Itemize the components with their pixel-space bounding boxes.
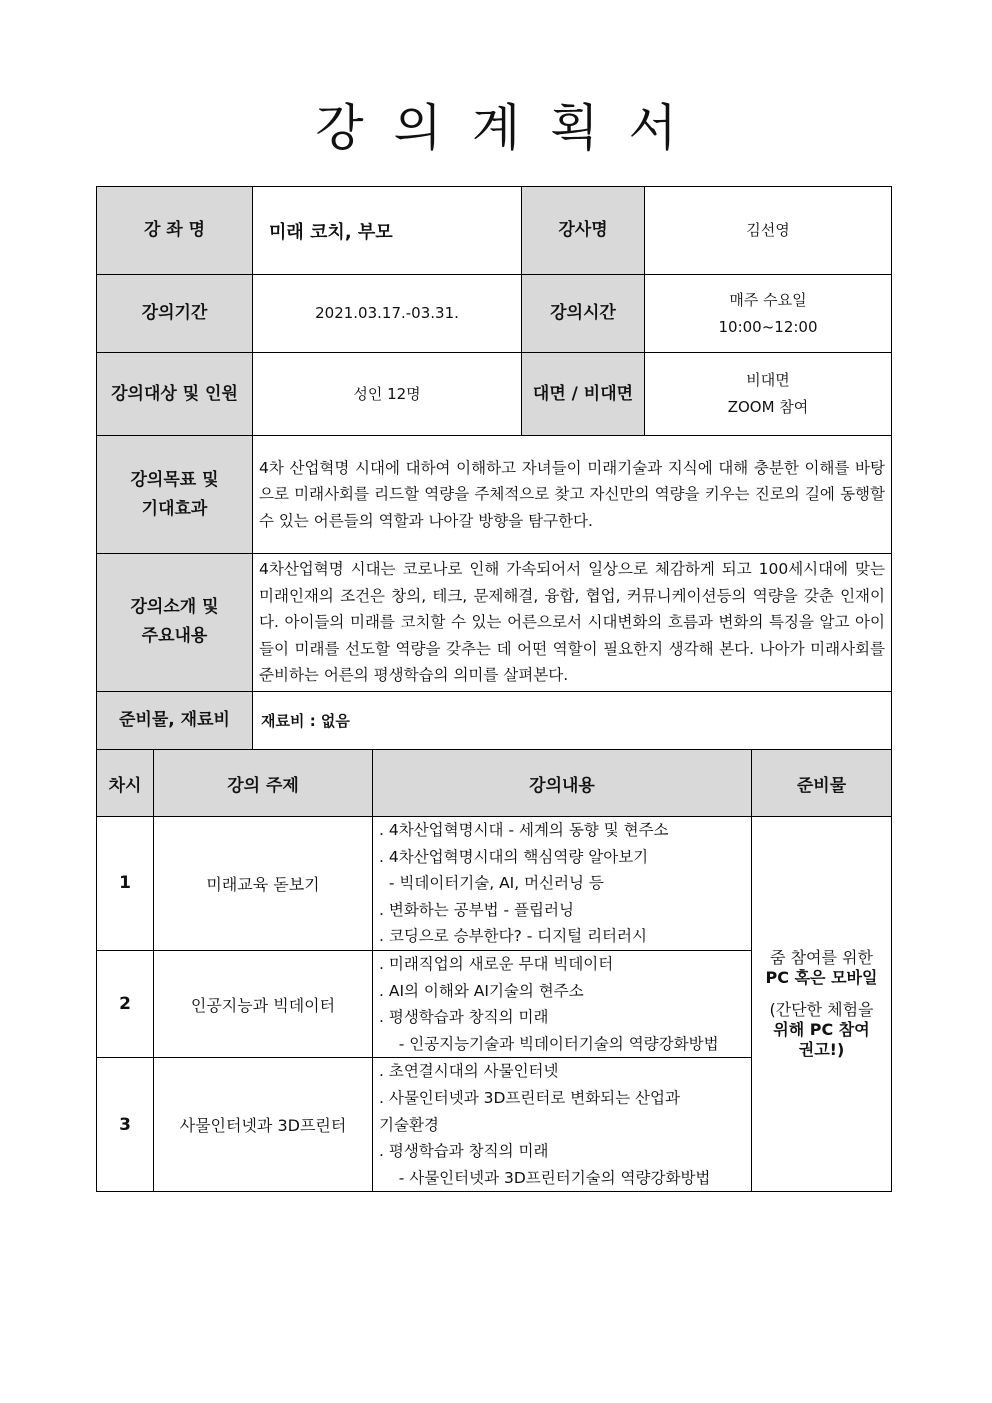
session-num: 1: [97, 817, 154, 951]
content-line: . 평생학습과 창직의 미래: [379, 1008, 549, 1027]
time-value-hours: 10:00~12:00: [718, 317, 818, 336]
session-num: 2: [97, 950, 154, 1057]
goal-label-line2: 기대효과: [141, 498, 208, 519]
content-line: . 변화하는 공부법 - 플립러닝: [379, 900, 574, 919]
session-topic: 미래교육 돋보기: [154, 817, 373, 951]
course-info-table: [96, 186, 892, 751]
session-topic: 사물인터넷과 3D프린터: [154, 1058, 373, 1192]
goal-text: 4차 산업혁명 시대에 대하여 이해하고 자녀들이 미래기술과 지식에 대해 충분한 이해를 바탕으로 미래사회를 리드할 역량을 주체적으로 찾고 자신만의 역량을 키우는 진로의 길에 동행할 수 있는 어른들의 역할과 나아갈 방향을 탐구한다.: [253, 436, 892, 554]
prep-cell: [752, 817, 892, 1192]
content-line: . 미래직업의 새로운 무대 빅데이터: [379, 954, 614, 973]
header-prep: 준비물: [752, 750, 892, 817]
intro-row: [97, 554, 892, 692]
schedule-header-row: [97, 750, 892, 817]
schedule-table: [96, 749, 892, 1192]
instructor-value: 김선영: [645, 187, 892, 275]
prep-line: (간단한 체험을: [769, 1000, 874, 1020]
materials-label: 준비물, 재료비: [97, 691, 253, 750]
intro-label-line2: 주요내용: [141, 626, 208, 647]
content-line: . 초연결시대의 사물인터넷: [379, 1062, 559, 1081]
session-topic: 인공지능과 빅데이터: [154, 950, 373, 1057]
table-row: [97, 817, 892, 951]
session-content: [373, 817, 752, 951]
target-row: [97, 353, 892, 436]
intro-label-line1: 강의소개 및: [130, 597, 219, 618]
target-label: 강의대상 및 인원: [97, 353, 253, 436]
course-name-label: 강 좌 명: [97, 187, 253, 275]
header-content: 강의내용: [373, 750, 752, 817]
mode-value: [645, 353, 892, 436]
content-line: - 사물인터넷과 3D프린터기술의 역량강화방법: [379, 1168, 711, 1187]
content-line: . 4차산업혁명시대 - 세계의 동향 및 현주소: [379, 821, 669, 839]
document-title: 강의계획서: [315, 99, 707, 157]
content-line: . 4차산업혁명시대의 핵심역량 알아보기: [379, 847, 649, 866]
goal-label: [97, 436, 253, 554]
period-label: 강의기간: [97, 275, 253, 353]
instructor-label: 강사명: [522, 187, 645, 275]
goal-label-line1: 강의목표 및: [130, 469, 219, 490]
goal-row: [97, 436, 892, 554]
mode-value-type: 비대면: [746, 371, 790, 389]
session-content: [373, 950, 752, 1057]
prep-line: 줌 참여를 위한: [770, 948, 873, 968]
materials-value: 재료비 : 없음: [253, 691, 892, 750]
intro-label: [97, 554, 253, 692]
content-line: . AI의 이해와 AI기술의 현주소: [379, 981, 584, 1000]
intro-text: 4차산업혁명 시대는 코로나로 인해 가속되어서 일상으로 체감하게 되고 100세시대에 맞는 미래인재의 조건은 창의, 테크, 문제해결, 융합, 협업, 커뮤니케이션등의 역량을 갖춘 인재이다. 아이들의 미래를 코치할 수 있는 어른으로서 시대변화의 흐름과 변화의 특징을 알고 아이들이 미래를 선도할 역량을 갖추는 데 어떤 역할이 필요한지 생각해 본다. 나아가 미래사회를 준비하는 어른의 평생학습의 의미를 살펴본다.: [253, 554, 892, 692]
course-row: [97, 187, 892, 275]
prep-line: 위해 PC 참여: [773, 1020, 870, 1040]
prep-line: 권고!): [798, 1040, 845, 1060]
time-label: 강의시간: [522, 275, 645, 353]
header-topic: 강의 주제: [154, 750, 373, 817]
mode-label: 대면 / 비대면: [522, 353, 645, 436]
content-line: 기술환경: [379, 1115, 439, 1134]
content-line: - 인공지능기술과 빅데이터기술의 역량강화방법: [379, 1034, 719, 1053]
content-line: - 빅데이터기술, AI, 머신러닝 등: [379, 874, 604, 893]
time-value-day: 매주 수요일: [729, 290, 807, 309]
content-line: . 코딩으로 승부한다? - 디지털 리터러시: [379, 927, 647, 946]
prep-line: PC 혹은 모바일: [765, 968, 878, 988]
course-name-value: 미래 코치, 부모: [253, 187, 522, 275]
materials-row: [97, 691, 892, 750]
target-value: 성인 12명: [253, 353, 522, 436]
content-line: . 평생학습과 창직의 미래: [379, 1142, 549, 1161]
content-line: . 사물인터넷과 3D프린터로 변화되는 산업과: [379, 1088, 680, 1107]
session-content: [373, 1058, 752, 1192]
time-value: [645, 275, 892, 353]
period-row: [97, 275, 892, 353]
session-num: 3: [97, 1058, 154, 1192]
period-value: 2021.03.17.-03.31.: [253, 275, 522, 353]
header-num: 차시: [97, 750, 154, 817]
mode-value-platform: ZOOM 참여: [727, 398, 809, 416]
